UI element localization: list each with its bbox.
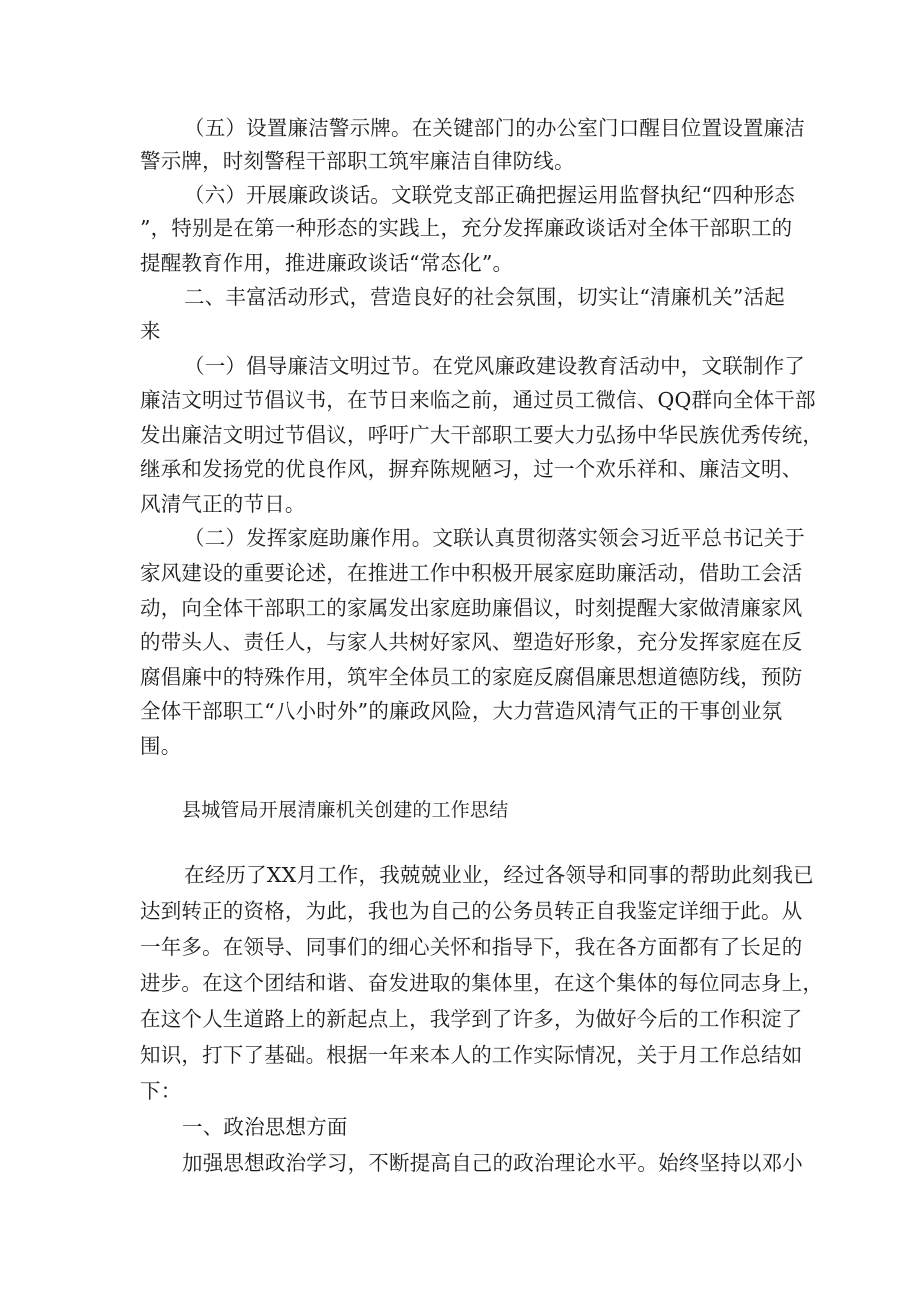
- paragraph-line: （一）倡导廉洁文明过节。在党风廉政建设教育活动中，文联制作了: [184, 354, 805, 378]
- paragraph-line: 达到转正的资格，为此，我也为自己的公务员转正自我鉴定详细于此。从: [140, 899, 803, 923]
- paragraph-line: 警示牌，时刻警程干部职工筑牢廉洁自律防线。: [140, 149, 575, 173]
- paragraph-line: 进步。在这个团结和谐、奋发进取的集体里，在这个集体的每位同志身上，: [140, 971, 824, 995]
- paragraph-line: （六）开展廉政谈话。文联党支部正确把握运用监督执纪“四种形态: [184, 183, 795, 207]
- section-heading: 来: [140, 319, 161, 343]
- paragraph-line: 知识，打下了基础。根据一年来本人的工作实际情况，关于月工作总结如: [140, 1043, 803, 1067]
- paragraph-line: 下：: [140, 1079, 182, 1103]
- paragraph-line: 风清气正的节日。: [140, 492, 306, 516]
- paragraph-line: 加强思想政治学习，不断提高自己的政治理论水平。始终坚持以邓小: [182, 1151, 803, 1175]
- paragraph-line: 围。: [140, 734, 182, 758]
- paragraph-line: 提醒教育作用，推进廉政谈话“常态化”。: [140, 251, 514, 275]
- section-heading: 二、丰富活动形式，营造良好的社会氛围，切实让“清廉机关”活起: [184, 285, 785, 309]
- paragraph-line: （五）设置廉洁警示牌。在关键部门的办公室门口醒目位置设置廉洁: [184, 116, 805, 140]
- document-title: 县城管局开展清廉机关创建的工作思结: [182, 799, 509, 821]
- paragraph-line: 一年多。在领导、同事们的细心关怀和指导下，我在各方面都有了长足的: [140, 935, 803, 959]
- paragraph-line: 家风建设的重要论述，在推进工作中积极开展家庭助廉活动，借助工会活: [140, 561, 803, 585]
- paragraph-line: 的带头人、责任人，与家人共树好家风、塑造好形象，充分发挥家庭在反: [140, 630, 803, 654]
- paragraph-line: 在经历了XX月工作，我兢兢业业，经过各领导和同事的帮助此刻我已: [184, 863, 814, 887]
- paragraph-line: ”，特别是在第一种形态的实践上，充分发挥廉政谈话对全体干部职工的: [140, 216, 793, 240]
- paragraph-line: （二）发挥家庭助廉作用。文联认真贯彻落实领会习近平总书记关于: [184, 526, 805, 550]
- paragraph-line: 腐倡廉中的特殊作用，筑牢全体员工的家庭反腐倡廉思想道德防线，预防: [140, 665, 803, 689]
- paragraph-line: 在这个人生道路上的新起点上，我学到了许多，为做好今后的工作积淀了: [140, 1007, 803, 1031]
- paragraph-line: 廉洁文明过节倡议书，在节日来临之前，通过员工微信、QQ群向全体干部: [140, 388, 816, 412]
- paragraph-line: 继承和发扬党的优良作风，摒弃陈规陋习，过一个欢乐祥和、廉洁文明、: [140, 457, 803, 481]
- section-heading: 一、政治思想方面: [182, 1115, 348, 1139]
- paragraph-line: 动，向全体干部职工的家属发出家庭助廉倡议，时刻提醒大家做清廉家风: [140, 596, 803, 620]
- paragraph-line: 发出廉洁文明过节倡议，呼吁广大干部职工要大力弘扬中华民族优秀传统，: [140, 423, 824, 447]
- paragraph-line: 全体干部职工“八小时外”的廉政风险，大力营造风清气正的干事创业氛: [140, 699, 783, 723]
